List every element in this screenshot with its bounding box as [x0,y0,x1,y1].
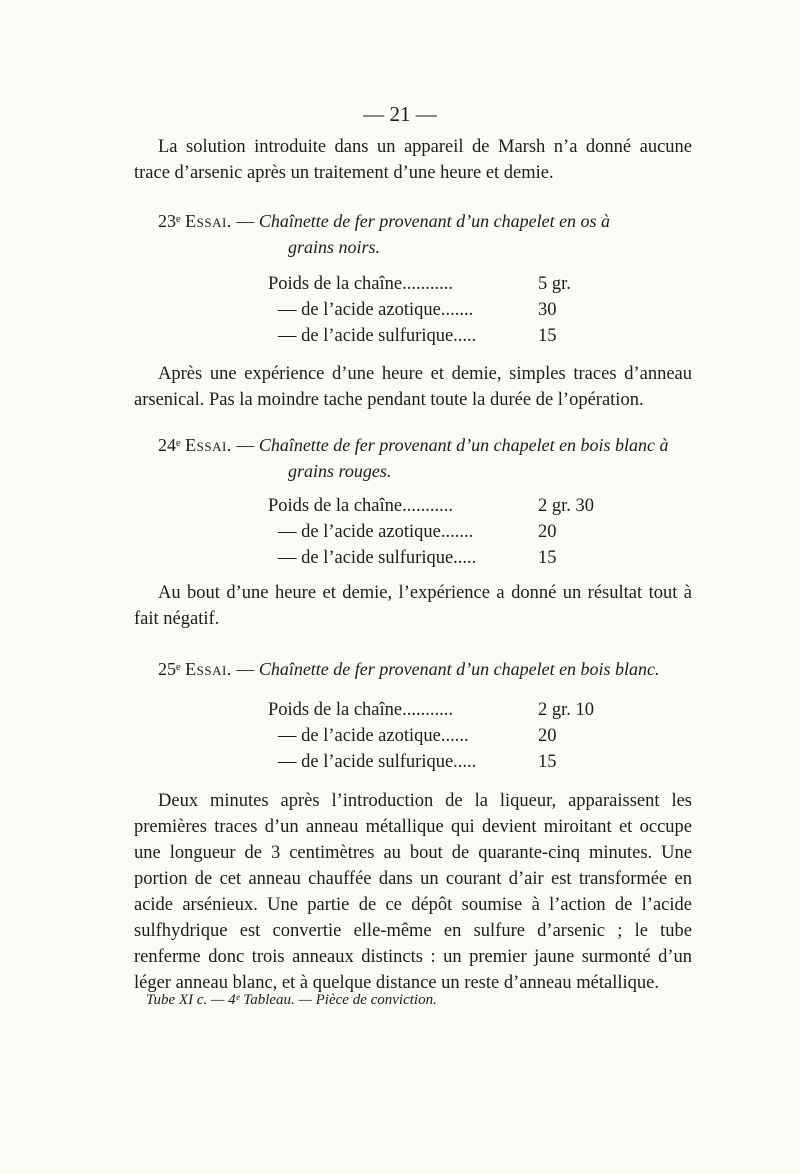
essai-23-description: Chaînette de fer provenant d’un chapelet en os à [258,211,611,231]
essai-24-heading [158,432,692,484]
essai-23-heading [158,208,692,260]
row-label: Poids de la chaîne........... [268,274,453,294]
row-value: 15 [538,548,557,568]
paragraph-result-25-text: Deux minutes après l’introduction de la liqueur, apparaissent les premières traces d’un anneau métallique qui devient miroitant et occupe une longueur de 3 centimètres au bout de quarante-cinq minutes. Une portion de cet anneau chauffée dans un courant d’air est transformée en acide arsénieux. Une partie de ce dépôt soumise à l’action de l’acide sulfhydrique est convertie elle-même en sulfure d’arsenic ; le tube renferme donc trois anneaux distincts : un premier jaune surmonté d’un léger anneau blanc, et à quelque distance un reste d’anneau métallique. [134,791,692,993]
essai-24-description-cont: grains rouges. [288,461,392,481]
paragraph-result-24 [134,580,692,632]
essai-23-number: 23ᵉ [158,211,181,231]
row-value: 2 gr. 10 [538,700,595,720]
row-value: 2 gr. 30 [538,496,595,516]
essai-23-description-cont: grains noirs. [288,237,381,257]
paragraph-result-23 [134,361,692,413]
essai-24-dash: — [236,435,255,455]
essai-25-dash: — [236,659,255,679]
paragraph-result-25 [134,788,692,996]
row-value: 30 [538,300,557,320]
row-label: — de l’acide azotique...... [278,726,469,746]
row-label: — de l’acide sulfurique..... [278,548,477,568]
essai-25-description: Chaînette de fer provenant d’un chapelet en bois blanc. [258,659,660,679]
paragraph-result-23-text: Après une expérience d’une heure et demie, simples traces d’anneau arsenical. Pas la moindre tache pendant toute la durée de l’opération. [134,364,692,410]
essai-25-label: Essai. [185,659,232,679]
row-value: 15 [538,326,557,346]
row-label: — de l’acide azotique....... [278,522,474,542]
essai-24-description: Chaînette de fer provenant d’un chapelet en bois blanc à [258,435,669,455]
paragraph-intro [134,134,692,186]
row-value: 20 [538,522,557,542]
footnote: Tube XI c. — 4ᵉ Tableau. — Pièce de conviction. [146,992,437,1008]
paragraph-intro-text: La solution introduite dans un appareil de Marsh n’a donné aucune trace d’arsenic après un traitement d’une heure et demie. [134,137,692,183]
row-label: — de l’acide azotique....... [278,300,474,320]
row-value: 5 gr. [538,274,571,294]
essai-24-label: Essai. [185,435,232,455]
row-value: 20 [538,726,557,746]
row-label: — de l’acide sulfurique..... [278,752,477,772]
row-label: Poids de la chaîne........... [268,700,453,720]
essai-23-label: Essai. [185,211,232,231]
essai-25-heading [158,656,692,682]
essai-23-dash: — [236,211,255,231]
row-label: Poids de la chaîne........... [268,496,453,516]
essai-24-number: 24ᵉ [158,435,181,455]
row-label: — de l’acide sulfurique..... [278,326,477,346]
page-number: — 21 — [363,102,437,126]
row-value: 15 [538,752,557,772]
essai-25-number: 25ᵉ [158,659,181,679]
paragraph-result-24-text: Au bout d’une heure et demie, l’expérience a donné un résultat tout à fait négatif. [134,583,692,629]
